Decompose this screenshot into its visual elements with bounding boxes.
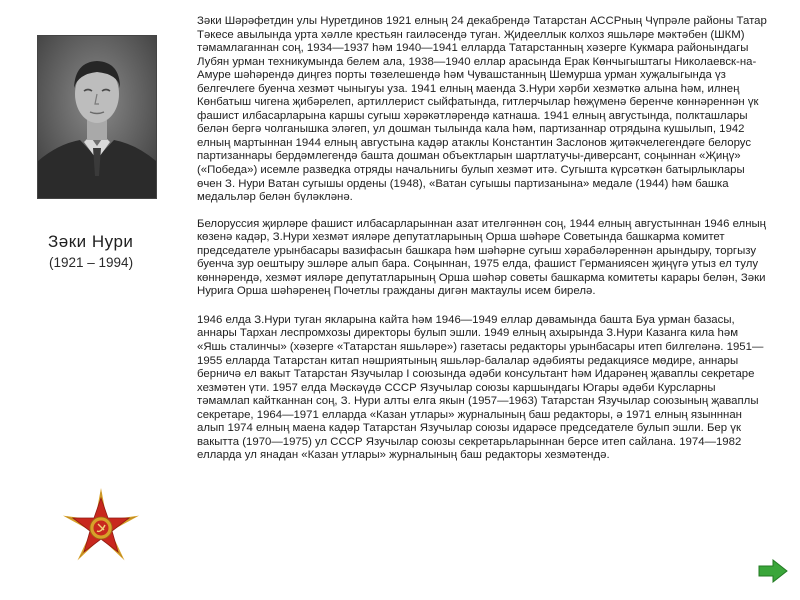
biography-text bbox=[197, 15, 769, 474]
next-arrow-icon bbox=[758, 559, 788, 583]
portrait-photo bbox=[37, 35, 157, 199]
order-of-patriotic-war-icon bbox=[60, 487, 142, 569]
biography-paragraph: 1946 елда З.Нури туган якларына кайта һәм 1946—1949 еллар дәвамында башта Буа урман базасы, аннары Тархан леспромхозы директоры булып эшли. 1949 елның ахырында З.Нури Казанга кила һәм «Яшь сталинчы» (хәзерге «Татарстан яшьләре») газетасы редакторы урынбасары итеп билгеләнә. 1951—1955 елларда Татарстан китап нәшриятының яшьләр-балалар әдәбияты редакциясе мөдире, аннары берничә ел вакыт Татарстан Язучылар I союзында әдәби консультант һәм Идарәнең җаваплы секретаре хезмәтен үти. 1957 елда Мәскәүдә СССР Язучылар союзы каршындагы Югары әдәби Курсларны тәмамлап кайтканнан соң, З. Нури алты елга якын (1957—1963) Татарстан Язучылар союзының җаваплы секретаре, 1964—1971 елларда «Казан утлары» журналының баш редакторы, ә 1971 елның язынннан алып 1974 елның маена кадәр Татарстан Язучылар союзы идарәсе председателе булып эшли. Бер үк вакытта (1970—1975) ул СССР Язучылар союзы секретарьларыннан берсе итеп сайлана. 1974—1982 елларда ул янадан «Казан утлары» журналының баш редакторы хезмәтендә. bbox=[197, 313, 764, 462]
biography-paragraph: Зәки Шәрәфетдин улы Нуретдинов 1921 елның 24 декабрендә Татарстан АССРның Чүпрәле районы Татар Тәкесе авылында урта хәлле крестьян гаиләсендә туган. Җидееллык колхоз яшьләре мәктәбен (ШКМ) тәмамлаганнан соң, 1934—1937 һәм 1940—1941 елларда Татарстанның хәзерге Кукмара районындагы Лубян урман техникумында белем ала, 1938—1940 еллар арасында Ерак Көнчыгыштагы Николаевск-на-Амуре шәһәрендә диңгез порты төзелешендә һәм Чувашстанның Шемурша урман хуҗалыгында үз белгечлеге буенча хезмәт чыныгуы уза. 1941 елның маенда З.Нури хәрби хезмәткә алына һәм, илнең Көнбатыш чигена җибәрелеп, артиллерист сыйфатында, гитлерчылар һөҗүменә беренче көннәреннән үк фашист илбасарларына каршы сугыш хәрәкәтләрендә катнаша. 1941 елның августында, полкташлары белән бергә чолганышка эләгеп, ул дошман тылында кала һәм, партизаннар отрядына кушылып, 1942 елның мартыннан 1944 елның августына кадәр атаклы Константин Заслонов җитәкчелегендәге белорус партизаннары бердәмлегендә башта дошман объектларын шартлатучы-диверсант, соңыннан «Җиңү» («Победа») исемле разведка отряды начальнигы булып хезмәт итә. Сугышта күрсәткән батырлыклары өчен З. Нури Ватан сугышы ордены (1948), «Ватан сугышы партизанына» медале (1944) һәм башка медальләр белән бүләкләнә. bbox=[197, 15, 767, 204]
biography-paragraph: Белоруссия җирләре фашист илбасарларыннан азат ителгәннән соң, 1944 елның августыннан 1946 елның көзенә кадәр, З.Нури хезмәт ияләре депутатларының Орша шәһәре Советында башкарма комитет председателе урынбасары вазифасын башкара һәм шәһәрне сугыш хәрабәләреннән арындыру, торгызу буенча зур оештыру эшләре алып бара. Соңыннан, 1975 елда, фашист Германиясен җиңүгә утыз ел тулу көннәрендә, хезмәт ияләре депутатларының Орша шәһәр советы башкарма комитеты карары белән, Зәки Нурига Орша шәһәренең Почетлы гражданы дигән мактаулы исем бирелә. bbox=[197, 217, 766, 298]
person-name: Зәки Нури bbox=[48, 232, 134, 251]
person-years: (1921 – 1994) bbox=[49, 255, 134, 270]
next-slide-button[interactable] bbox=[758, 559, 788, 583]
